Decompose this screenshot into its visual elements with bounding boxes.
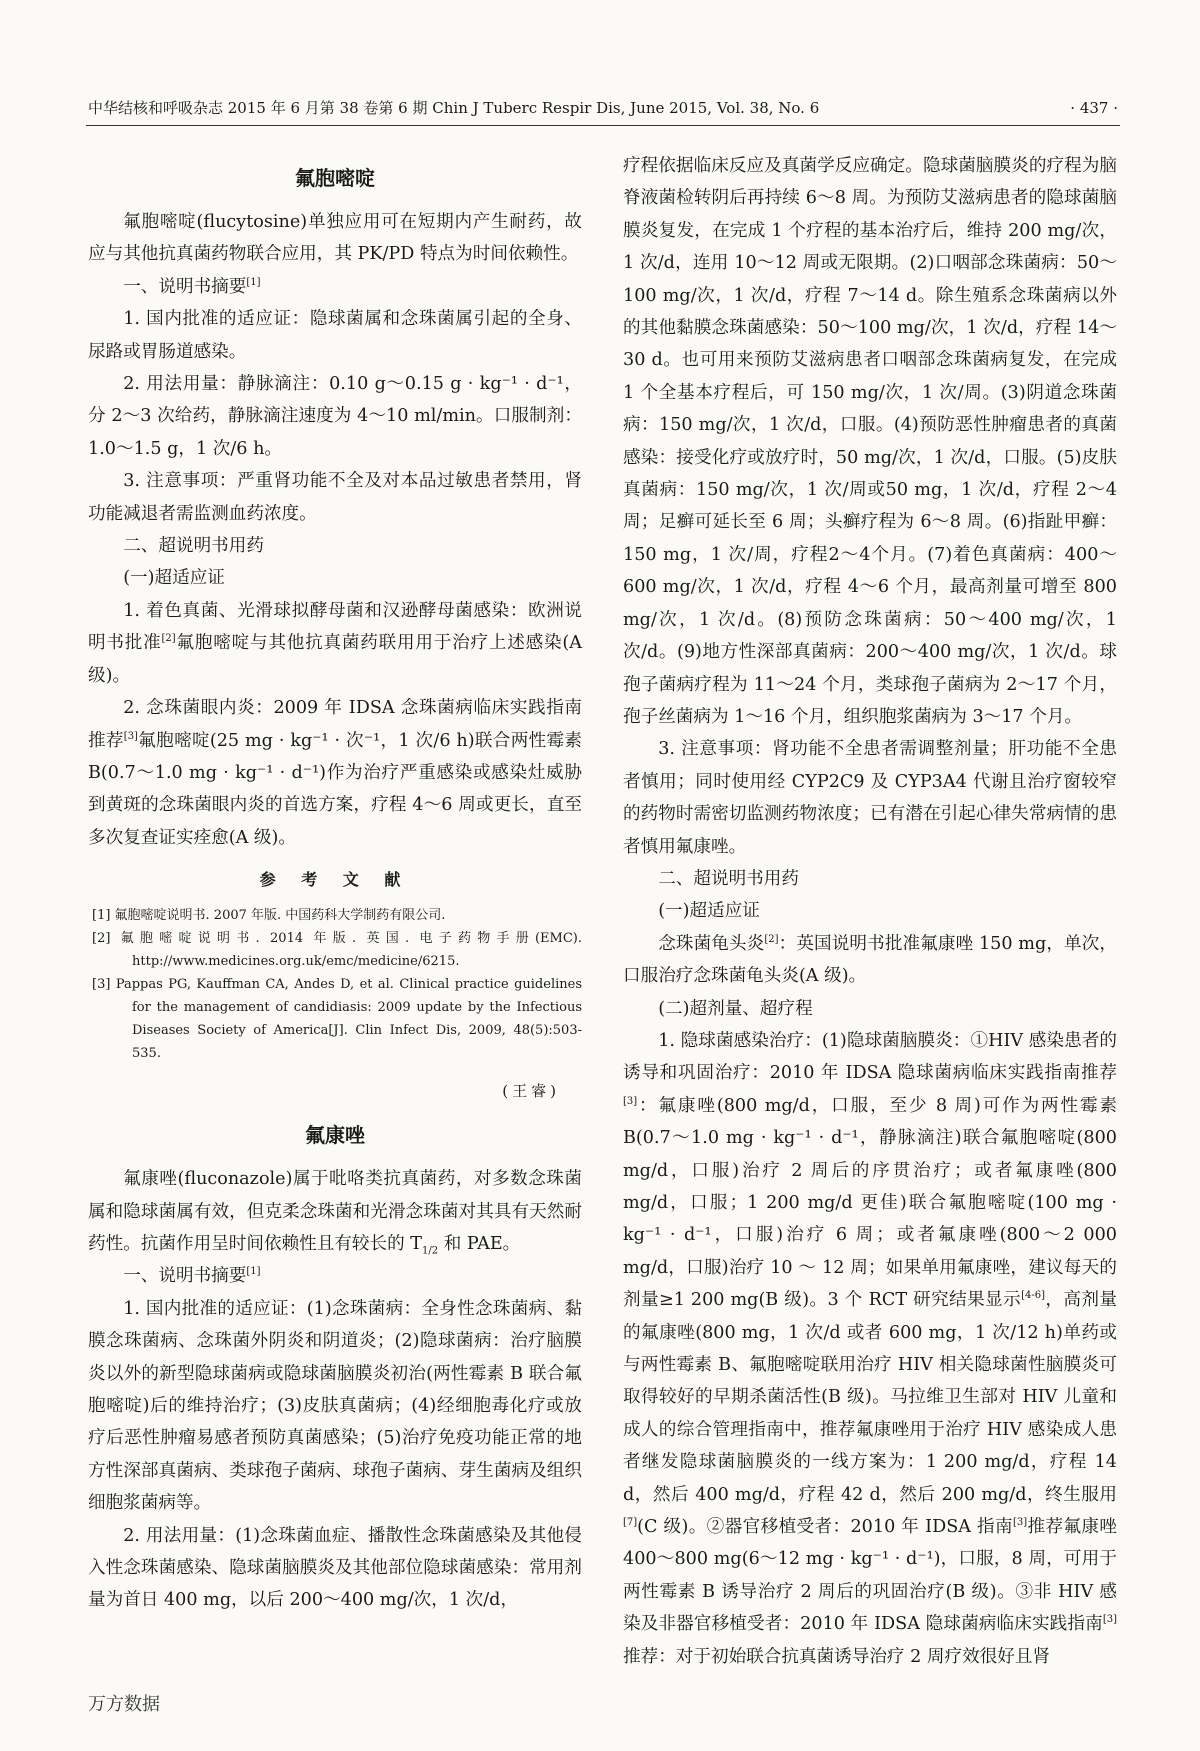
subheading: (二)超剂量、超疗程 <box>658 998 813 1019</box>
reference-item: [1] 氟胞嘧啶说明书. 2007 年版. 中国药科大学制药有限公司. <box>92 908 446 924</box>
reference-item: [2] 氟胞嘧啶说明书. 2014 年版. 英国. 电子药物手册(EMC). http://www.medicines.org.uk/emc/medicine/6215. <box>92 931 582 970</box>
paragraph: 氟胞嘧啶(flucytosine)单独应用可在短期内产生耐药，故应与其他抗真菌药物联合应用，其 PK/PD 特点为时间依赖性。 <box>88 212 582 265</box>
paragraph: 3. 注意事项：肾功能不全患者需调整剂量；肝功能不全患者慎用；同时使用经 CYP2C9 及 CYP3A4 代谢且治疗窗较窄的药物时需密切监测药物浓度；已有潜在引起心律失常病情的患者慎用氟康唑。 <box>623 739 1117 857</box>
paragraph: 氟康唑(fluconazole)属于吡咯类抗真菌药，对多数念珠菌属和隐球菌属有效，但克柔念珠菌和光滑念珠菌对其具有天然耐药性。抗菌作用呈时间依赖性且有较长的 $T_{1/2}$ 和 PAE。 <box>88 1169 582 1257</box>
citation: [3] <box>123 730 138 742</box>
subheading: (一)超适应证 <box>658 901 760 922</box>
paragraph: 2. 念珠菌眼内炎：2009 年 IDSA 念珠菌病临床实践指南推荐[3]氟胞嘧啶(25 mg · kg⁻¹ · 次⁻¹，1 次/6 h)联合两性霉素 B(0.7～1.0 mg · kg⁻¹ · d⁻¹)作为治疗严重感染或感染灶威胁到黄斑的念珠菌眼内炎的首选方案，疗程 4～6 周或更长，直至多次复查证实痊愈(A 级)。 <box>88 698 582 848</box>
author-signature: (王睿) <box>502 1082 560 1101</box>
citation: [3] <box>1102 1614 1117 1626</box>
page-number: · 437 · <box>1070 99 1118 117</box>
paragraph: 念珠菌龟头炎[2]：英国说明书批准氟康唑 150 mg，单次，口服治疗念珠菌龟头炎(A 级)。 <box>623 933 1117 987</box>
subheading: 二、超说明书用药 <box>123 536 264 557</box>
subheading: (一)超适应证 <box>123 568 225 589</box>
citation: [2] <box>764 933 779 945</box>
paragraph: 1. 隐球菌感染治疗：(1)隐球菌脑膜炎：①HIV 感染患者的诱导和巩固治疗：2010 年 IDSA 隐球菌病临床实践指南推荐[3]：氟康唑(800 mg/d，口服，至少 8 周)可作为两性霉素 B(0.7～1.0 mg · kg⁻¹ · d⁻¹，静脉滴注)联合氟胞嘧啶(800 mg/d，口服)治疗 2 周后的序贯治疗；或者氟康唑(800 mg/d，口服；1 200 mg/d 更佳)联合氟胞嘧啶(100 mg · kg⁻¹ · d⁻¹，口服)治疗 6 周；或者氟康唑(800～2 000 mg/d，口服)治疗 10 ～ 12 周；如果单用氟康唑，建议每天的剂量≥1 200 mg(B 级)。3 个 RCT 研究结果显示[4-6]，高剂量的氟康唑(800 mg，1 次/d 或者 600 mg，1 次/12 h)单药或与两性霉素 B、氟胞嘧啶联用治疗 HIV 相关隐球菌性脑膜炎可取得较好的早期杀菌活性(B 级)。马拉维卫生部对 HIV 儿童和成人的综合管理指南中，推荐氟康唑用于治疗 HIV 感染成人患者继发隐球菌脑膜炎的一线方案为：1 200 mg/d，疗程 14 d，然后 400 mg/d，疗程 42 d，然后 200 mg/d，终生服用[7](C 级)。②器官移植受者：2010 年 IDSA 指南[3]推荐氟康唑 400～800 mg(6～12 mg · kg⁻¹ · d⁻¹)，口服，8 周，可用于两性霉素 B 诱导治疗 2 周后的巩固治疗(B 级)。③非 HIV 感染及非器官移植受者：2010 年 IDSA 隐球菌病临床实践指南[3]推荐：对于初始联合抗真菌诱导治疗 2 周疗效很好且肾 <box>623 1030 1117 1667</box>
paragraph: 3. 注意事项：严重肾功能不全及对本品过敏患者禁用，肾功能减退者需监测血药浓度。 <box>88 471 582 524</box>
subheading: 一、说明书摘要[1] <box>123 276 261 297</box>
citation: [7] <box>623 1517 638 1529</box>
section-title-fluconazole: 氟康唑 <box>305 1123 365 1148</box>
paragraph: 1. 国内批准的适应证：(1)念珠菌病：全身性念珠菌病、黏膜念珠菌病、念珠菌外阴炎和阴道炎；(2)隐球菌病：治疗脑膜炎以外的新型隐球菌病或隐球菌脑膜炎初治(两性霉素 B 联合氟胞嘧啶)后的维持治疗；(3)皮肤真菌病；(4)经细胞毒化疗或放疗后恶性肿瘤易感者预防真菌感染；(5)治疗免疫功能正常的地方性深部真菌病、类球孢子菌病、球孢子菌病、芽生菌病及组织细胞浆菌病等。 <box>88 1298 582 1514</box>
paragraph: 1. 着色真菌、光滑球拟酵母菌和汉逊酵母菌感染：欧洲说明书批准[2]氟胞嘧啶与其他抗真菌药联用用于治疗上述感染(A 级)。 <box>88 600 582 686</box>
paragraph: 疗程依据临床反应及真菌学反应确定。隐球菌脑膜炎的疗程为脑脊液菌检转阴后再持续 6～8 周。为预防艾滋病患者的隐球菌脑膜炎复发，在完成 1 个疗程的基本治疗后，维持 200 mg/次，1 次/d，连用 10～12 周或无限期。(2)口咽部念珠菌病：50～100 mg/次，1 次/d，疗程 7～14 d。除生殖系念珠菌病以外的其他黏膜念珠菌感染：50～100 mg/次，1 次/d，疗程 14～30 d。也可用来预防艾滋病患者口咽部念珠菌病复发，在完成 1 个全基本疗程后，可 150 mg/次，1 次/周。(3)阴道念珠菌病：150 mg/次，1 次/d，口服。(4)预防恶性肿瘤患者的真菌感染：接受化疗或放疗时，50 mg/次，1 次/d，口服。(5)皮肤真菌病：150 mg/次，1 次/周或50 mg，1 次/d，疗程 2～4 周；足癣可延长至 6 周；头癣疗程为 6～8 周。(6)指趾甲癣：150 mg，1 次/周，疗程2～4个月。(7)着色真菌病：400～600 mg/次，1 次/d，疗程 4～6 个月，最高剂量可增至 800 mg/次，1 次/d。(8)预防念珠菌病：50～400 mg/次，1 次/d。(9)地方性深部真菌病：200～400 mg/次，1 次/d。球孢子菌病疗程为 11～24 个月，类球孢子菌病为 2～17 个月，孢子丝菌病为 1～16 个月，组织胞浆菌病为 3～17 个月。 <box>623 156 1117 727</box>
header-rule <box>86 125 1120 126</box>
reference-item: [3] Pappas PG, Kauffman CA, Andes D, et al. Clinical practice guidelines for the management of candidiasis: 2009 update by the Infectious Diseases Society of America[J]. Clin Infect Dis, 2009, 48(5):503-535. <box>92 977 582 1062</box>
citation: [2] <box>161 633 176 645</box>
paragraph: 1. 国内批准的适应证：隐球菌属和念珠菌属引起的全身、尿路或胃肠道感染。 <box>88 309 582 362</box>
paragraph: 2. 用法用量：静脉滴注：0.10 g～0.15 g · kg⁻¹ · d⁻¹，分 2～3 次给药，静脉滴注速度为 4～10 ml/min。口服制剂：1.0～1.5 g，1 次/6 h。 <box>88 374 582 459</box>
citation: [3] <box>623 1095 638 1107</box>
left-column <box>88 148 582 1617</box>
right-column <box>623 150 1117 1673</box>
subheading: 二、超说明书用药 <box>658 868 799 889</box>
section-title-flucytosine: 氟胞嘧啶 <box>295 166 375 190</box>
journal-citation: 中华结核和呼吸杂志 2015 年 6 月第 38 卷第 6 期 Chin J Tuberc Respir Dis, June 2015, Vol. 38, No. 6 <box>88 99 820 117</box>
citation: [1] <box>246 1266 261 1278</box>
citation: [3] <box>1012 1517 1028 1529</box>
watermark: 万方数据 <box>88 1694 160 1715</box>
subheading: 一、说明书摘要[1] <box>123 1266 261 1287</box>
paragraph: 2. 用法用量：(1)念珠菌血症、播散性念珠菌感染及其他侵入性念珠菌感染、隐球菌脑膜炎及其他部位隐球菌感染：常用剂量为首日 400 mg，以后 200～400 mg/次，1 次/d， <box>88 1525 582 1611</box>
citation: [1] <box>246 276 261 288</box>
references-heading: 参 考 文 献 <box>259 870 411 890</box>
citation: [4-6] <box>1021 1290 1045 1302</box>
